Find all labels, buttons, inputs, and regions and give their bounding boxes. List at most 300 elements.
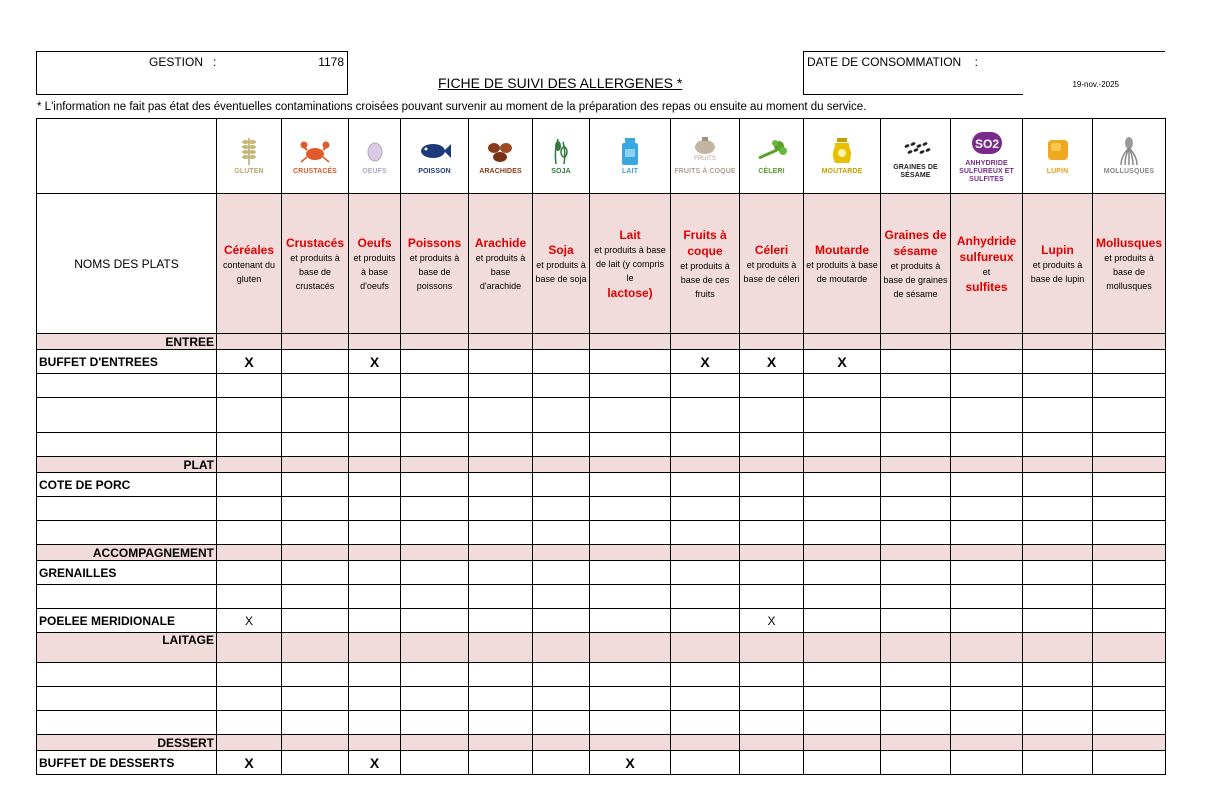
allergen-cell [401, 350, 469, 374]
allergen-cell [1023, 561, 1093, 585]
allergen-cell [740, 663, 804, 687]
allergen-cell [1093, 561, 1166, 585]
allergen-name: Crustacés [285, 235, 345, 250]
allergen-cell [1093, 521, 1166, 545]
allergen-cell [217, 433, 282, 457]
allergen-cell [804, 711, 881, 735]
section-cell [590, 334, 671, 350]
dish-name [37, 497, 217, 521]
allergen-cell [671, 585, 740, 609]
section-cell [217, 457, 282, 473]
allergen-cell [533, 398, 590, 433]
allergen-cell [533, 751, 590, 775]
dish-name-text: BUFFET DE DESSERTS [39, 755, 175, 770]
section-cell [401, 457, 469, 473]
allergen-description: et produits à base de graines de sésame [883, 260, 948, 299]
allergen-icon-cell [740, 119, 804, 194]
allergen-cell [282, 585, 349, 609]
allergen-name: Céleri [754, 242, 789, 257]
section-cell [282, 545, 349, 561]
allergen-cell [671, 663, 740, 687]
allergen-cell [951, 350, 1023, 374]
sesame-icon [899, 132, 933, 162]
mollusc-icon [1112, 136, 1146, 166]
section-cell [881, 545, 951, 561]
allergen-mark: X [625, 754, 635, 771]
allergen-cell [1023, 687, 1093, 711]
allergen-name: Céréales [223, 242, 275, 257]
allergen-name: Fruits à coque [683, 227, 727, 258]
allergen-caption: POISSON [418, 168, 451, 175]
allergen-cell [740, 350, 804, 374]
allergen-cell [1023, 663, 1093, 687]
section-cell [1023, 457, 1093, 473]
dish-name [37, 350, 217, 374]
allergen-cell [282, 433, 349, 457]
dish-name [37, 711, 217, 735]
allergen-cell [469, 497, 533, 521]
allergen-icon-cell [349, 119, 401, 194]
allergen-cell [1023, 521, 1093, 545]
allergen-cell [1023, 497, 1093, 521]
allergen-cell [1023, 473, 1093, 497]
gestion-label: GESTION : [149, 55, 217, 69]
section-cell [804, 457, 881, 473]
milk-icon [613, 136, 647, 166]
crab-icon [298, 136, 332, 166]
section-cell [217, 633, 282, 663]
allergen-cell [740, 687, 804, 711]
allergen-cell [469, 374, 533, 398]
allergen-name: Lait [619, 227, 641, 242]
allergen-cell [671, 374, 740, 398]
allergen-cell [671, 561, 740, 585]
section-cell [1093, 457, 1166, 473]
section-cell [1023, 633, 1093, 663]
allergen-cell [951, 521, 1023, 545]
allergen-mark: X [244, 754, 254, 771]
section-cell [881, 633, 951, 663]
section-cell [217, 735, 282, 751]
allergen-caption: ARACHIDES [479, 168, 522, 175]
allergen-cell [671, 350, 740, 374]
allergen-cell [1023, 398, 1093, 433]
allergen-cell [469, 609, 533, 633]
allergen-cell [217, 350, 282, 374]
allergen-cell [1093, 497, 1166, 521]
section-cell [217, 334, 282, 350]
icon-row [37, 119, 1166, 194]
allergen-cell [1023, 350, 1093, 374]
allergen-cell [533, 521, 590, 545]
allergen-cell [951, 663, 1023, 687]
allergen-cell [881, 521, 951, 545]
allergen-cell [349, 497, 401, 521]
allergen-cell [804, 521, 881, 545]
section-cell [671, 457, 740, 473]
allergen-cell [590, 433, 671, 457]
section-cell [951, 457, 1023, 473]
section-cell [469, 735, 533, 751]
dish-name [37, 561, 217, 585]
section-cell [349, 545, 401, 561]
section-cell [804, 735, 881, 751]
allergen-cell [217, 374, 282, 398]
allergen-cell [469, 663, 533, 687]
allergen-cell [533, 711, 590, 735]
allergen-cell [590, 398, 671, 433]
allergen-cell [349, 473, 401, 497]
allergen-cell [740, 751, 804, 775]
section-row [37, 457, 1166, 473]
section-cell [671, 545, 740, 561]
allergen-icon-cell [804, 119, 881, 194]
allergen-cell [951, 398, 1023, 433]
allergen-cell [217, 473, 282, 497]
allergen-cell [740, 433, 804, 457]
allergen-caption: CÉLERI [758, 168, 785, 175]
allergen-cell [951, 585, 1023, 609]
allergen-description: et [982, 266, 991, 277]
allergen-cell [804, 398, 881, 433]
section-cell [1093, 633, 1166, 663]
allergen-cell [804, 374, 881, 398]
section-cell [469, 457, 533, 473]
allergen-icon-cell [401, 119, 469, 194]
allergen-cell [349, 663, 401, 687]
allergen-cell [401, 663, 469, 687]
allergen-icon-cell [533, 119, 590, 194]
allergen-cell [533, 497, 590, 521]
section-cell [282, 633, 349, 663]
allergen-cell [282, 350, 349, 374]
allergen-cell [282, 561, 349, 585]
allergen-header-row [37, 194, 1166, 334]
allergen-cell [401, 473, 469, 497]
allergen-cell [1023, 609, 1093, 633]
noms-label: NOMS DES PLATS [74, 256, 179, 271]
allergen-cell [1023, 433, 1093, 457]
section-cell [533, 545, 590, 561]
allergen-cell [349, 374, 401, 398]
section-cell [1023, 334, 1093, 350]
section-cell [282, 457, 349, 473]
allergen-cell [217, 497, 282, 521]
wheat-icon [232, 136, 266, 166]
allergen-cell [401, 751, 469, 775]
section-cell [1093, 545, 1166, 561]
allergen-caption: SOJA [551, 168, 571, 175]
dish-name [37, 473, 217, 497]
allergen-cell [1093, 433, 1166, 457]
allergen-cell [401, 521, 469, 545]
allergen-icon-cell [217, 119, 282, 194]
section-cell [401, 735, 469, 751]
allergen-cell [671, 433, 740, 457]
allergen-cell [590, 350, 671, 374]
dish-name [37, 433, 217, 457]
allergen-cell [951, 687, 1023, 711]
allergen-cell [282, 398, 349, 433]
allergen-cell [881, 711, 951, 735]
section-cell [533, 457, 590, 473]
allergen-cell [590, 473, 671, 497]
allergen-cell [533, 433, 590, 457]
allergen-description: et produits à base de soja [535, 259, 587, 284]
section-cell [740, 735, 804, 751]
allergen-cell [401, 585, 469, 609]
dish-row [37, 711, 1166, 735]
allergen-cell [469, 751, 533, 775]
allergen-cell [401, 433, 469, 457]
allergen-cell [533, 585, 590, 609]
allergen-cell [1093, 687, 1166, 711]
allergen-cell [282, 711, 349, 735]
dish-name [37, 687, 217, 711]
allergen-cell [740, 521, 804, 545]
allergen-cell [349, 561, 401, 585]
allergen-cell [951, 497, 1023, 521]
allergen-cell [282, 497, 349, 521]
section-cell [881, 457, 951, 473]
allergen-icon-cell [671, 119, 740, 194]
allergen-cell [951, 374, 1023, 398]
allergen-cell [804, 609, 881, 633]
allergen-cell [533, 350, 590, 374]
section-cell [1023, 545, 1093, 561]
allergen-cell [881, 751, 951, 775]
allergen-cell [1093, 398, 1166, 433]
disclaimer: * L'information ne fait pas état des éventuelles contaminations croisées pouvant survenir au moment de la préparation des repas ou ensuite au moment du service. [37, 101, 867, 113]
allergen-cell [401, 497, 469, 521]
allergen-cell [217, 609, 282, 633]
allergen-cell [1093, 585, 1166, 609]
allergen-cell [349, 350, 401, 374]
allergen-cell [401, 687, 469, 711]
allergen-cell [533, 374, 590, 398]
allergen-description: et produits à base de poissons [409, 252, 460, 291]
dish-row [37, 585, 1166, 609]
allergen-cell [804, 585, 881, 609]
allergen-cell [881, 609, 951, 633]
allergen-cell [740, 609, 804, 633]
allergen-cell [469, 711, 533, 735]
section-row [37, 545, 1166, 561]
section-cell [349, 457, 401, 473]
allergen-description: et produits à base de moutarde [806, 259, 878, 284]
allergen-cell [740, 711, 804, 735]
section-cell [1093, 735, 1166, 751]
allergen-cell [349, 609, 401, 633]
allergen-header [671, 194, 740, 334]
soy-icon [544, 136, 578, 166]
allergen-mark: X [766, 353, 777, 370]
allergen-header [740, 194, 804, 334]
section-row [37, 334, 1166, 350]
allergen-cell [349, 521, 401, 545]
allergen-cell [671, 711, 740, 735]
allergen-header [1093, 194, 1166, 334]
allergen-cell [469, 521, 533, 545]
allergen-header [401, 194, 469, 334]
section-cell [590, 735, 671, 751]
allergen-caption: LUPIN [1046, 168, 1069, 175]
dish-row [37, 663, 1166, 687]
allergen-name: Graines de sésame [884, 227, 947, 258]
allergen-header [217, 194, 282, 334]
allergen-mark: X [700, 353, 710, 370]
allergen-caption: FRUITS À COQUE [674, 168, 736, 175]
dish-name [37, 398, 217, 433]
allergen-cell [349, 433, 401, 457]
allergen-description: et produits à base d'oeufs [353, 252, 396, 291]
allergen-table [36, 118, 1166, 775]
section-cell [217, 545, 282, 561]
allergen-header [881, 194, 951, 334]
dish-name [37, 609, 217, 633]
allergen-cell [804, 497, 881, 521]
allergen-name: Oeufs [357, 235, 392, 250]
allergen-mark: X [244, 613, 253, 628]
section-cell [533, 633, 590, 663]
allergen-header [590, 194, 671, 334]
dish-row [37, 473, 1166, 497]
section-cell [349, 633, 401, 663]
allergen-cell [590, 751, 671, 775]
allergen-icon-cell [1023, 119, 1093, 194]
corner-cell [37, 119, 217, 194]
dish-row [37, 609, 1166, 633]
dish-row [37, 350, 1166, 374]
allergen-cell [671, 751, 740, 775]
dish-row [37, 433, 1166, 457]
allergen-cell [590, 521, 671, 545]
allergen-icon-cell [1093, 119, 1166, 194]
section-cell [469, 633, 533, 663]
section-label-text: ACCOMPAGNEMENT [92, 545, 214, 560]
section-cell [590, 633, 671, 663]
allergen-cell [349, 398, 401, 433]
allergen-description: et produits à base de céleri [743, 259, 800, 284]
section-cell [951, 735, 1023, 751]
dish-row [37, 751, 1166, 775]
section-cell [282, 334, 349, 350]
allergen-cell [217, 751, 282, 775]
section-row [37, 735, 1166, 751]
dish-row [37, 398, 1166, 433]
allergen-header [951, 194, 1023, 334]
section-label-text: DESSERT [157, 735, 214, 750]
allergen-cell [740, 374, 804, 398]
section-cell [740, 334, 804, 350]
allergen-cell [951, 609, 1023, 633]
allergen-cell [804, 433, 881, 457]
allergen-cell [401, 398, 469, 433]
allergen-cell [804, 350, 881, 374]
date-label: DATE DE CONSOMMATION : [807, 55, 978, 69]
allergen-name: Lupin [1041, 242, 1074, 257]
allergen-caption: GLUTEN [234, 168, 264, 175]
section-cell [1093, 334, 1166, 350]
allergen-cell [533, 561, 590, 585]
allergen-mark: X [244, 353, 254, 370]
allergen-cell [401, 711, 469, 735]
allergen-cell [401, 609, 469, 633]
noms-des-plats-header [37, 194, 217, 334]
allergen-cell [469, 473, 533, 497]
allergen-cell [590, 687, 671, 711]
allergen-cell [282, 687, 349, 711]
allergen-cell [401, 561, 469, 585]
allergen-cell [1093, 663, 1166, 687]
allergen-cell [590, 585, 671, 609]
section-cell [469, 545, 533, 561]
allergen-header [1023, 194, 1093, 334]
svg-text:SO2: SO2 [974, 137, 999, 151]
allergen-cell [349, 751, 401, 775]
allergen-caption: ANHYDRIDE SULFUREUX ET SULFITES [959, 160, 1014, 183]
section-cell [951, 334, 1023, 350]
section-cell [349, 334, 401, 350]
allergen-cell [881, 374, 951, 398]
allergen-cell [804, 751, 881, 775]
allergen-caption: MOLLUSQUES [1103, 168, 1155, 175]
allergen-cell [217, 711, 282, 735]
allergen-name: Arachide [474, 235, 527, 250]
date-value: 19-nov.-2025 [1072, 80, 1119, 89]
date-box [803, 51, 1165, 95]
allergen-cell [533, 473, 590, 497]
allergen-caption: OEUFS [362, 168, 387, 175]
dish-name [37, 663, 217, 687]
allergen-cell [804, 473, 881, 497]
allergen-cell [671, 609, 740, 633]
allergen-cell [282, 751, 349, 775]
allergen-cell [740, 398, 804, 433]
allergen-cell [1093, 374, 1166, 398]
section-label-text: ENTREE [165, 334, 214, 349]
allergen-cell [533, 663, 590, 687]
section-cell [533, 334, 590, 350]
allergen-cell [1093, 350, 1166, 374]
allergen-cell [740, 561, 804, 585]
section-label [37, 633, 217, 663]
allergen-cell [282, 521, 349, 545]
allergen-cell [881, 663, 951, 687]
dish-name-text: COTE DE PORC [39, 477, 131, 492]
allergen-cell [469, 398, 533, 433]
allergen-cell [217, 561, 282, 585]
allergen-cell [1093, 473, 1166, 497]
section-label [37, 334, 217, 350]
section-label [37, 457, 217, 473]
allergen-cell [1023, 711, 1093, 735]
section-cell [671, 633, 740, 663]
allergen-cell [1093, 609, 1166, 633]
section-cell [740, 457, 804, 473]
allergen-description: contenant du gluten [222, 259, 276, 284]
section-label-text: PLAT [183, 457, 214, 472]
allergen-cell [217, 585, 282, 609]
dish-row [37, 521, 1166, 545]
allergen-cell [1023, 374, 1093, 398]
allergen-caption: MOUTARDE [821, 168, 863, 175]
allergen-mark: X [369, 754, 380, 771]
allergen-cell [469, 585, 533, 609]
nut-icon [688, 136, 722, 166]
allergen-header [282, 194, 349, 334]
dish-name-text: POELEE MERIDIONALE [39, 613, 176, 628]
